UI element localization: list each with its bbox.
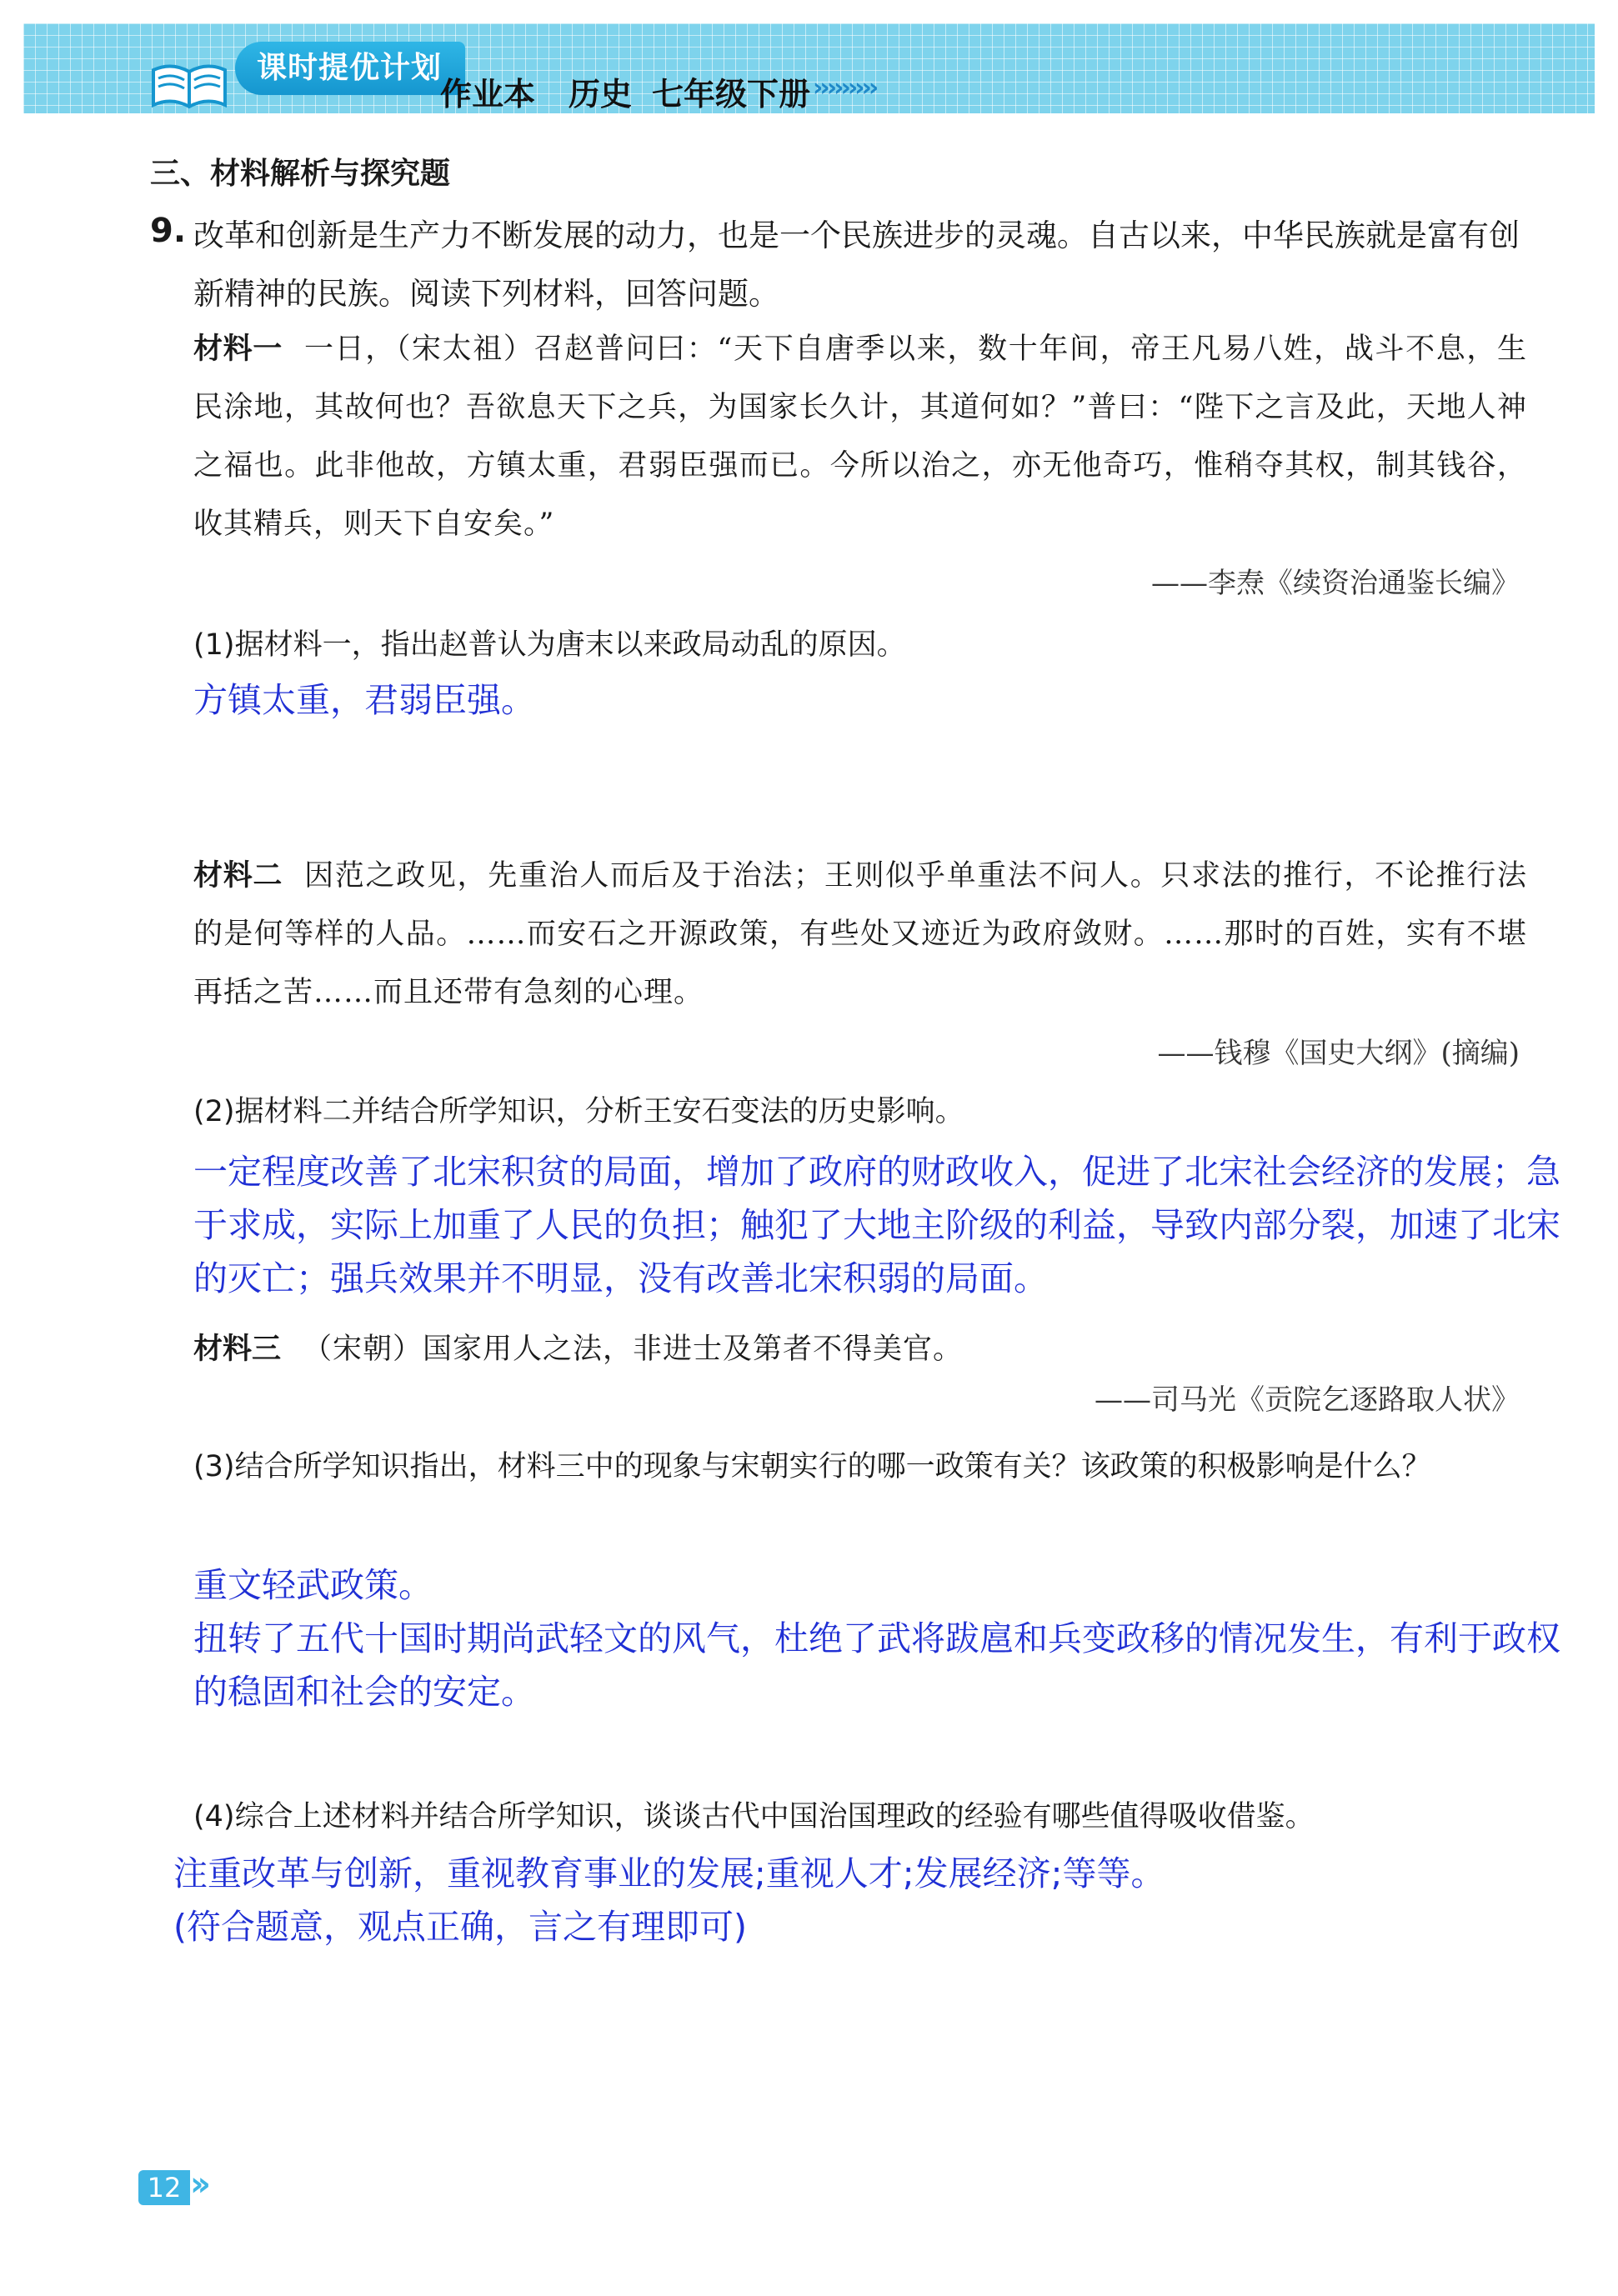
- subquestion-2: (2)据材料二并结合所学知识，分析王安石变法的历史影响。: [193, 1095, 964, 1128]
- answer-2: [193, 1145, 1560, 1305]
- header-chevrons: ›››››››››: [813, 73, 876, 103]
- answer-line: 扭转了五代十国时期尚武轻文的风气，杜绝了武将跋扈和兵变政移的情况发生，有利于政权的稳固和社会的安定。: [193, 1618, 1560, 1712]
- subject: 历史: [569, 76, 633, 113]
- answer-3: [193, 1558, 1560, 1718]
- page-number: 12: [138, 2170, 190, 2205]
- answer-line: 重文轻武政策。: [193, 1565, 433, 1605]
- answer-line: (符合题意，观点正确，言之有理即可): [173, 1907, 747, 1947]
- material-label: 材料三: [193, 1333, 282, 1366]
- material-3: [193, 1320, 1527, 1378]
- answer-1: [193, 673, 1560, 727]
- material-2: [193, 847, 1527, 1022]
- answer-line: 一定程度改善了北宋积贫的局面，增加了政府的财政收入，促进了北宋社会经济的发展；急于求成，实际上加重了人民的负担；触犯了大地主阶级的利益，导致内部分裂，加速了北宋的灭亡；强兵效果并不明显，没有改善北宋积弱的局面。: [193, 1152, 1560, 1298]
- answer-line: 注重改革与创新，重视教育事业的发展;重视人才;发展经济;等等。: [173, 1853, 1165, 1893]
- question-stem: 改革和创新是生产力不断发展的动力，也是一个民族进步的灵魂。自古以来，中华民族就是富有创新精神的民族。阅读下列材料，回答问题。: [193, 218, 1520, 312]
- grade: 七年级下册: [652, 76, 811, 113]
- subquestion-1: (1)据材料一，指出赵普认为唐末以来政局动乱的原因。: [193, 628, 906, 662]
- material-label: 材料一: [193, 333, 283, 366]
- book-type: 作业本: [440, 76, 536, 113]
- brand-badge: 课时提优计划: [235, 42, 465, 95]
- material-3-source: ——司马光《贡院乞逐路取人状》: [1095, 1383, 1520, 1417]
- material-1-source: ——李焘《续资治通鉴长编》: [1151, 567, 1520, 600]
- answer-line: 方镇太重，君弱臣强。: [193, 680, 535, 720]
- material-text: （宋朝）国家用人之法，非进士及第者不得美官。: [303, 1333, 964, 1366]
- answer-4: [173, 1847, 1540, 1953]
- material-text: 一日，（宋太祖）召赵普问曰：“天下自唐季以来，数十年间，帝王凡易八姓，战斗不息，生民涂地，其故何也？吾欲息天下之兵，为国家长久计，其道何如？”普曰：“陛下之言及此，天地人神之福也。此非他故，方镇太重，君弱臣强而已。今所以治之，亦无他奇巧，惟稍夺其权，制其钱谷，收其精兵，则天下自安矣。”: [193, 333, 1527, 541]
- question-number: 9.: [150, 212, 187, 250]
- subquestion-4: (4)综合上述材料并结合所学知识，谈谈古代中国治国理政的经验有哪些值得吸收借鉴。: [193, 1800, 1315, 1833]
- page-chevron-icon: ››: [190, 2165, 204, 2203]
- open-book-icon: [150, 60, 228, 110]
- material-1: [193, 320, 1527, 553]
- material-label: 材料二: [193, 859, 283, 893]
- subquestion-3: (3)结合所学知识指出，材料三中的现象与宋朝实行的哪一政策有关？该政策的积极影响是什么？: [193, 1450, 1431, 1483]
- section-title: 三、材料解析与探究题: [150, 157, 451, 191]
- material-text: 因范之政见，先重治人而后及于治法；王则似乎单重法不问人。只求法的推行，不论推行法的是何等样的人品。……而安石之开源政策，有些处又迹近为政府敛财。……那时的百姓，实有不堪再括之苦……而且还带有急刻的心理。: [193, 859, 1527, 1009]
- material-2-source: ——钱穆《国史大纲》(摘编): [1157, 1037, 1520, 1070]
